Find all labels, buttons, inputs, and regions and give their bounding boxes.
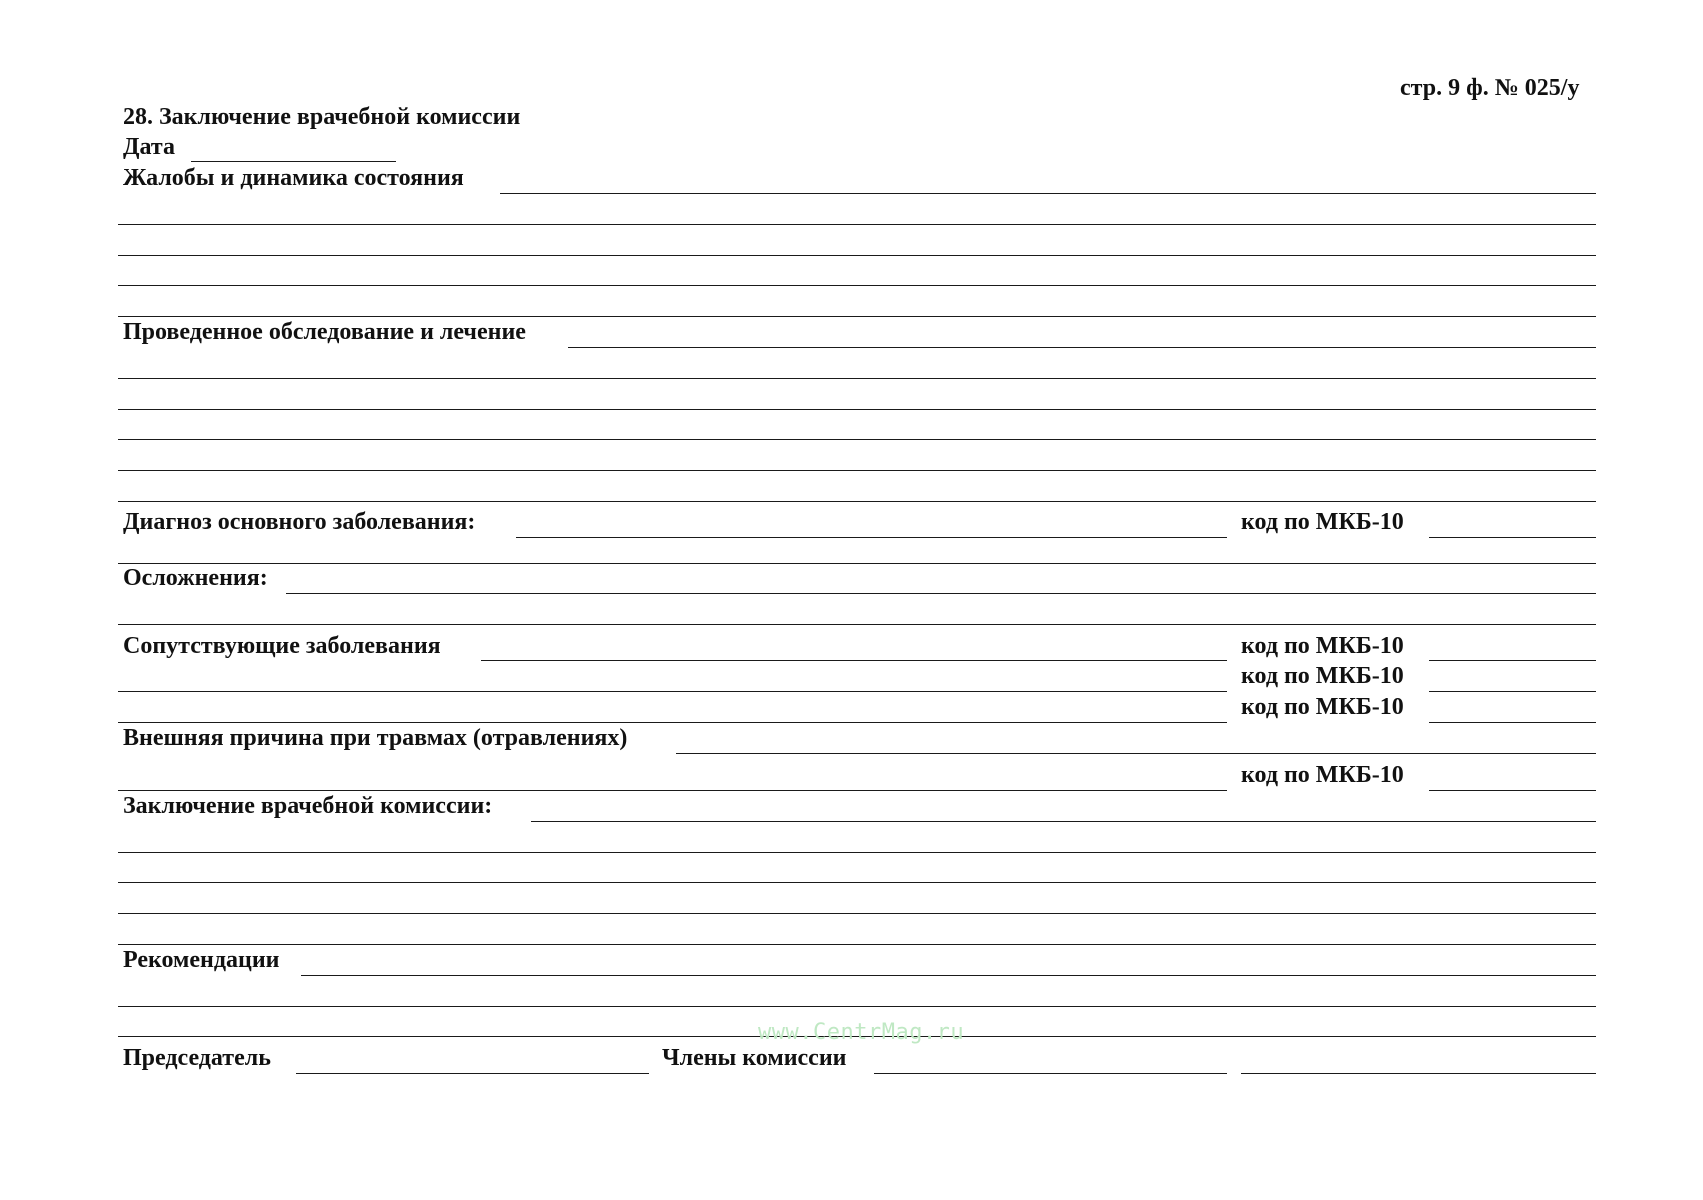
member-signature-field[interactable] [1241,1073,1596,1074]
external-cause-label: Внешняя причина при травмах (отравлениях) [123,725,628,751]
complications-field-line[interactable] [286,593,1596,594]
complaints-field-line[interactable] [500,193,1596,194]
commission-conclusion-extra-line[interactable] [118,913,1596,914]
commission-conclusion-field-line[interactable] [531,821,1596,822]
comorbid-icd-field-3[interactable] [1429,722,1596,723]
external-cause-icd-label: код по МКБ-10 [1241,762,1404,788]
comorbid-icd-field-2[interactable] [1429,691,1596,692]
external-cause-extra-line[interactable] [118,790,1227,791]
diagnosis-field-line[interactable] [516,537,1227,538]
examination-extra-line[interactable] [118,501,1596,502]
diagnosis-extra-line[interactable] [118,563,1596,564]
external-cause-icd-field[interactable] [1429,790,1596,791]
complications-extra-line[interactable] [118,624,1596,625]
comorbid-icd-label-3: код по МКБ-10 [1241,694,1404,720]
comorbid-icd-field-1[interactable] [1429,660,1596,661]
external-cause-field-line[interactable] [676,753,1596,754]
diagnosis-icd-field[interactable] [1429,537,1596,538]
comorbid-icd-label-1: код по МКБ-10 [1241,633,1404,659]
comorbid-field-line[interactable] [481,660,1227,661]
date-field[interactable] [191,161,396,162]
comorbid-extra-line[interactable] [118,691,1227,692]
complaints-extra-line[interactable] [118,285,1596,286]
commission-conclusion-extra-line[interactable] [118,852,1596,853]
commission-conclusion-extra-line[interactable] [118,944,1596,945]
chairman-signature-field[interactable] [296,1073,649,1074]
members-label: Члены комиссии [662,1045,847,1071]
comorbid-extra-line[interactable] [118,722,1227,723]
examination-extra-line[interactable] [118,470,1596,471]
comorbid-icd-label-2: код по МКБ-10 [1241,663,1404,689]
commission-conclusion-extra-line[interactable] [118,882,1596,883]
form-page-reference: стр. 9 ф. № 025/у [1400,75,1580,101]
examination-label: Проведенное обследование и лечение [123,319,526,345]
complaints-label: Жалобы и динамика состояния [123,165,464,191]
complaints-extra-line[interactable] [118,224,1596,225]
commission-conclusion-label: Заключение врачебной комиссии: [123,793,493,819]
examination-extra-line[interactable] [118,409,1596,410]
complications-label: Осложнения: [123,565,268,591]
recommendations-label: Рекомендации [123,947,280,973]
chairman-label: Председатель [123,1045,271,1071]
diagnosis-label: Диагноз основного заболевания: [123,509,476,535]
recommendations-extra-line[interactable] [118,1006,1596,1007]
date-label: Дата [123,134,175,160]
examination-field-line[interactable] [568,347,1596,348]
watermark-text: www.CentrMag.ru [758,1020,965,1045]
examination-extra-line[interactable] [118,439,1596,440]
examination-extra-line[interactable] [118,378,1596,379]
section-title: 28. Заключение врачебной комиссии [123,104,521,130]
complaints-extra-line[interactable] [118,255,1596,256]
recommendations-field-line[interactable] [301,975,1596,976]
complaints-extra-line[interactable] [118,316,1596,317]
diagnosis-icd-label: код по МКБ-10 [1241,509,1404,535]
member-signature-field[interactable] [874,1073,1227,1074]
comorbid-label: Сопутствующие заболевания [123,633,441,659]
